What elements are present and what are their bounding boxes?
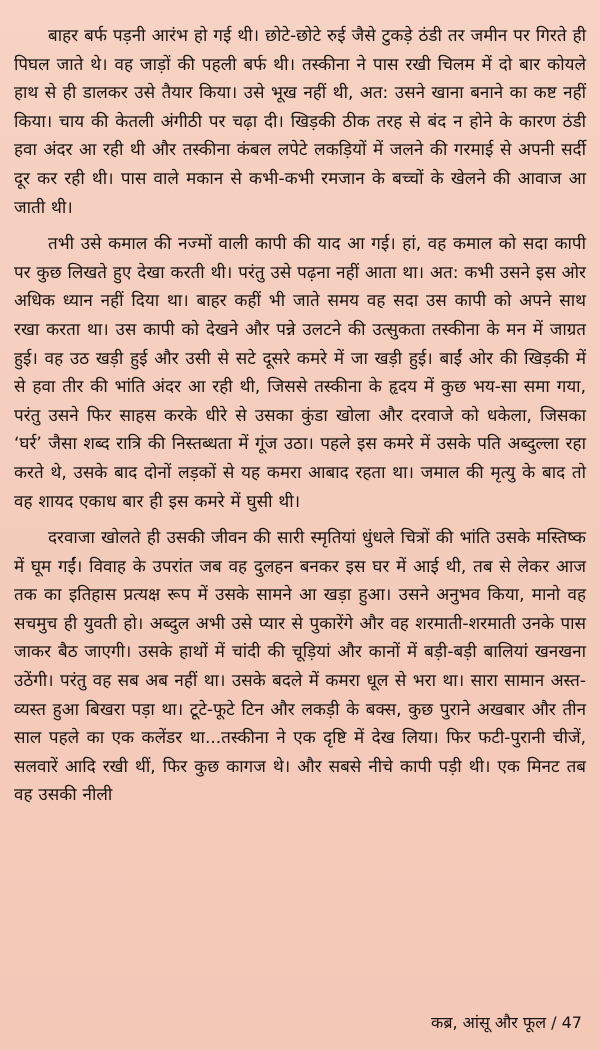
paragraph-2: तभी उसे कमाल की नज्मों वाली कापी की याद आ गई। हां, वह कमाल को सदा कापी पर कुछ लिखते हुए देखा करती थी। परंतु उसे पढ़ना नहीं आता था। अत: कभी उसने इस ओर अधिक ध्यान नहीं दिया था। बाहर कहीं भी जाते समय वह सदा उस कापी को अपने साथ रखा करता था। उस कापी को देखने और पन्ने उलटने की उत्सुकता तस्कीना के मन में जाग्रत हुई। वह उठ खड़ी हुई और उसी से सटे दूसरे कमरे में जा खड़ी हुई। बाईं ओर की खिड़की में से हवा तीर की भांति अंदर आ रही थी, जिससे तस्कीना के हृदय में कुछ भय-सा समा गया, परंतु उसने फिर साहस करके धीरे से उसका कुंडा खोला और दरवाजे को धकेला, जिसका ‘घर्र’ जैसा शब्द रात्रि की निस्तब्धता में गूंज उठा। पहले इस कमरे में उसके पति अब्दुल्ला रहा करते थे, उसके बाद दोनों लड़कों से यह कमरा आबाद रहता था। जमाल की मृत्यु के बाद तो वह शायद एकाध बार ही इस कमरे में घुसी थी। bbox=[14, 234, 586, 512]
page-footer: कब्र, आंसू और फूल / 47 bbox=[431, 1013, 582, 1032]
paragraph-1: बाहर बर्फ पड़नी आरंभ हो गई थी। छोटे-छोटे रुई जैसे टुकड़े ठंडी तर जमीन पर गिरते ही पिघल जाते थे। वह जाड़ों की पहली बर्फ थी। तस्कीना ने पास रखी चिलम में दो बार कोयले हाथ से ही डालकर उसे तैयार किया। उसे भूख नहीं थी, अत: उसने खाना बनाने का कष्ट नहीं किया। चाय की केतली अंगीठी पर चढ़ा दी। खिड़की ठीक तरह से बंद न होने के कारण ठंडी हवा अंदर आ रही थी और तस्कीना कंबल लपेटे लकड़ियों में जलने की गरमाई से अपनी सर्दी दूर कर रही थी। पास वाले मकान से कभी-कभी रमजान के बच्चों के खेलने की आवाज आ जाती थी। bbox=[14, 26, 586, 218]
paragraph-3: दरवाजा खोलते ही उसकी जीवन की सारी स्मृतियां धुंधले चित्रों की भांति उसके मस्तिष्क में घूम गईं। विवाह के उपरांत जब वह दुलहन बनकर इस घर में आई थी, तब से लेकर आज तक का इतिहास प्रत्यक्ष रूप में उसके सामने आ खड़ा हुआ। उसने अनुभव किया, मानो वह सचमुच ही युवती हो। अब्दुल अभी उसे प्यार से पुकारेंगे और वह शरमाती-शरमाती उनके पास जाकर बैठ जाएगी। उसके हाथों में चांदी की चूड़ियां और कानों में बड़ी-बड़ी बालियां खनखना उठेंगी। परंतु वह सब अब नहीं था। उसके बदले में कमरा धूल से भरा था। सारा सामान अस्त-व्यस्त हुआ बिखरा पड़ा था। टूटे-फूटे टिन और लकड़ी के बक्स, कुछ पुराने अखबार और तीन साल पहले का एक कलेंडर था...तस्कीना ने एक दृष्टि में देख लिया। फिर फटी-पुरानी चीजें, सलवारें आदि रखी थीं, फिर कुछ कागज थे। और सबसे नीचे कापी पड़ी थी। एक मिनट तब वह उसकी नीली bbox=[14, 528, 586, 806]
